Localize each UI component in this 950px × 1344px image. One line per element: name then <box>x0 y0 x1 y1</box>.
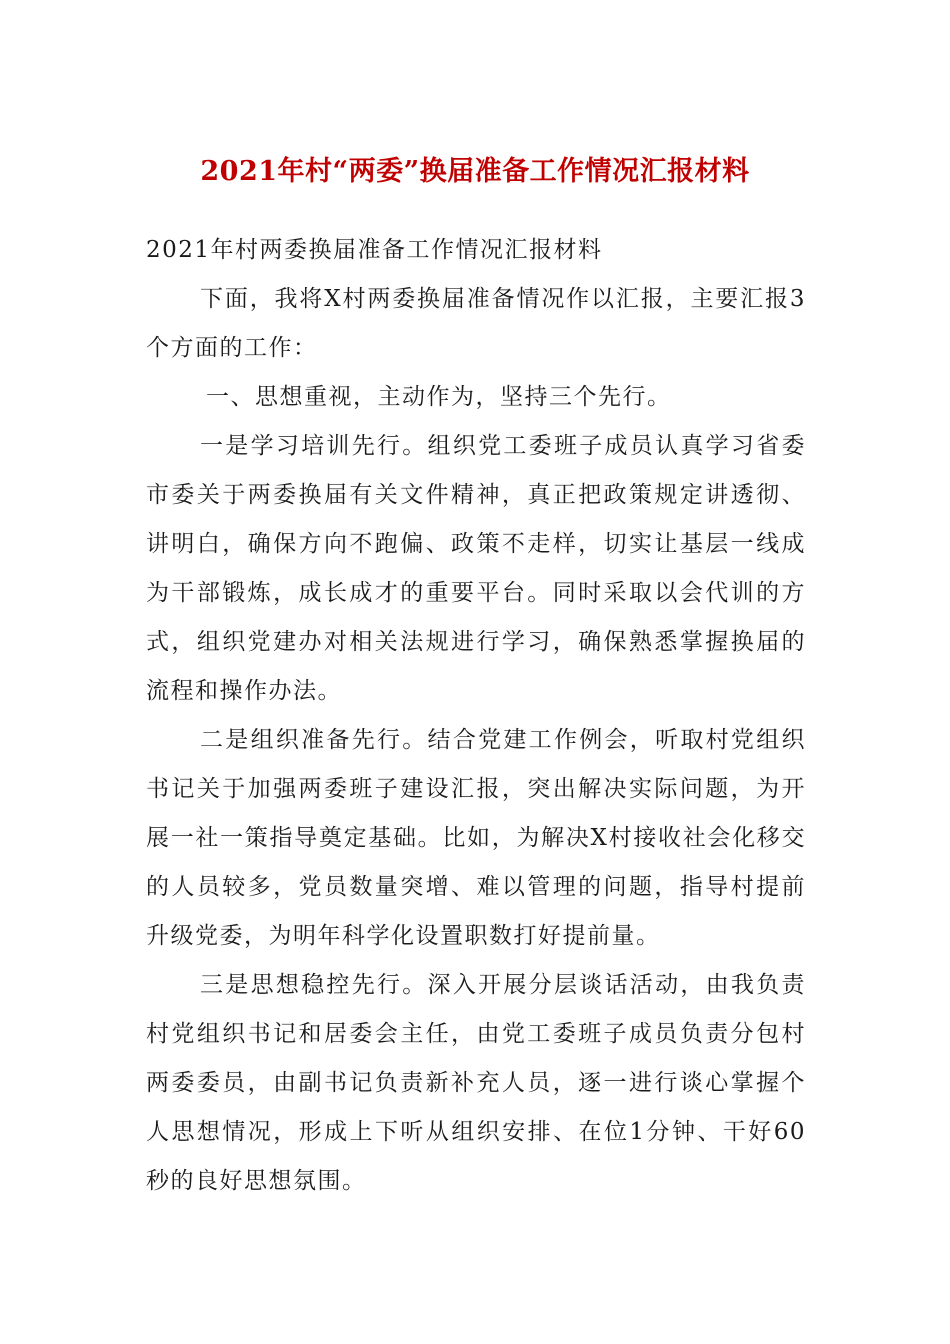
section-heading-1: 一、思想重视，主动作为，坚持三个先行。 <box>206 384 672 410</box>
document-body <box>146 226 806 1206</box>
paragraph-study-training: 一是学习培训先行。组织党工委班子成员认真学习省委市委关于两委换届有关文件精神，真正把政策规定讲透彻、讲明白，确保方向不跑偏、政策不走样，切实让基层一线成为干部锻炼，成长成才的重要平台。同时采取以会代训的方式，组织党建办对相关法规进行学习，确保熟悉掌握换届的流程和操作办法。 <box>146 433 806 704</box>
paragraph-organization-prep: 二是组织准备先行。结合党建工作例会，听取村党组织书记关于加强两委班子建设汇报，突出解决实际问题，为开展一社一策指导奠定基础。比如，为解决X村接收社会化移交的人员较多，党员数量突增、难以管理的问题，指导村提前升级党委，为明年科学化设置职数打好提前量。 <box>146 727 806 949</box>
paragraph-intro: 下面，我将X村两委换届准备情况作以汇报，主要汇报3个方面的工作： <box>146 286 806 361</box>
document-subtitle: 2021年村两委换届准备工作情况汇报材料 <box>146 237 603 263</box>
paragraph-thought-stability: 三是思想稳控先行。深入开展分层谈话活动，由我负责村党组织书记和居委会主任，由党工委班子成员负责分包村两委委员，由副书记负责新补充人员，逐一进行谈心掌握个人思想情况，形成上下听从组织安排、在位1分钟、干好60秒的良好思想氛围。 <box>146 972 806 1194</box>
document-title: 2021年村“两委”换届准备工作情况汇报材料 <box>200 156 750 187</box>
